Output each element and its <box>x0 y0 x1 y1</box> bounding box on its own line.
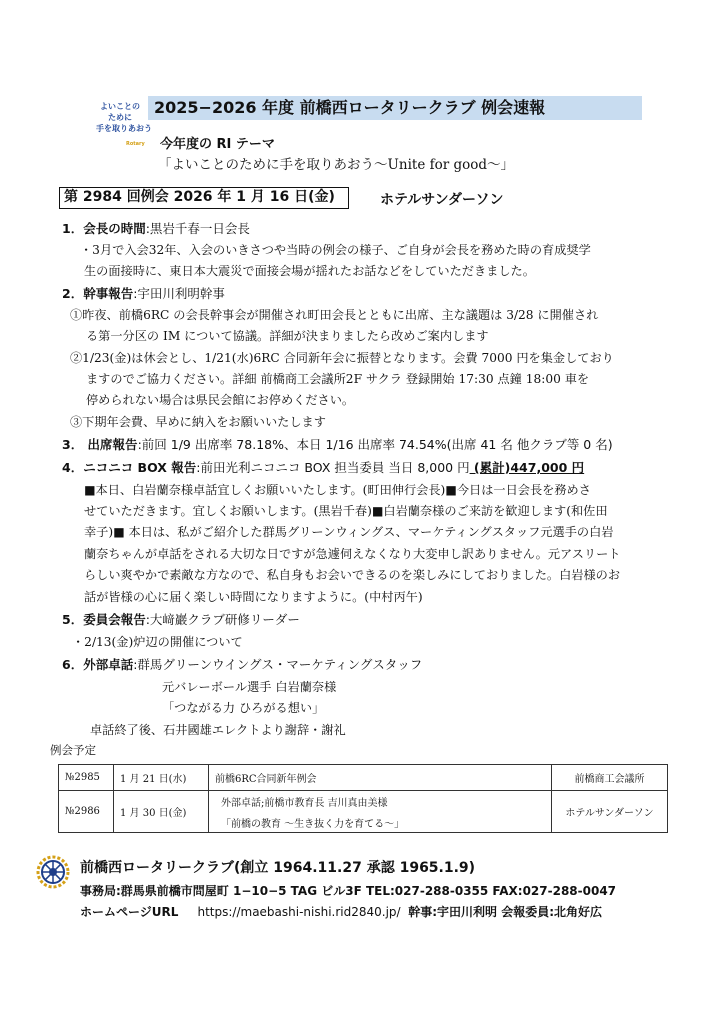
section-2-detail: :宇田川利明幹事 <box>133 286 225 301</box>
section-4-line-4: 蘭奈ちゃんが卓話をされる大切な日ですが急遽伺えなくなり大変申し訳ありません。元アスリート <box>84 547 621 561</box>
section-4-line-2: せていただきます。宜しくお願いします。(黒岩千春)■白岩蘭奈様のご来訪を歓迎します(和佐田 <box>84 504 608 518</box>
nikoniko-total: (累計)447,000 円 <box>469 460 585 475</box>
section-2-title: 2．幹事報告 <box>62 286 134 301</box>
schedule-content-line-1: 外部卓話;前橋市教育長 吉川真由美様 <box>221 797 388 809</box>
schedule-label: 例会予定 <box>50 743 96 757</box>
footer-info <box>80 903 602 920</box>
meeting-title: 第 2984 回例会 2026 年 1 月 16 日(金) <box>59 187 349 209</box>
table-row <box>59 791 668 833</box>
schedule-content <box>209 765 552 791</box>
section-3-title: 3． 出席報告 <box>62 437 138 452</box>
section-6-detail: :群馬グリーンウイングス・マーケティングスタッフ <box>133 657 423 672</box>
section-4-detail: :前田光利ニコニコ BOX 担当委員 当日 8,000 円 <box>196 460 470 475</box>
section-1-line-2: 生の面接時に、東日本大震災で面接会場が揺れたお話などをしていただきました。 <box>84 264 535 278</box>
homepage-label: ホームページURL <box>80 905 179 919</box>
schedule-content-line-2: 「前橋の教育 ～生き抜く力を育てる～」 <box>221 818 405 830</box>
theme-text: 「よいことのために手を取りあおう～Unite for good～」 <box>158 157 515 173</box>
section-4-title: 4．ニコニコ BOX 報告 <box>62 460 197 475</box>
table-row <box>59 765 668 791</box>
section-1-detail: :黒岩千春一日会長 <box>145 221 250 236</box>
section-2-line-3: ②1/23(金)は休会とし、1/21(水)6RC 合同新年会に振替となります。会費 7000 円を集金しており <box>70 351 614 365</box>
schedule-no: №2986 <box>59 791 114 833</box>
section-4-heading <box>62 459 584 477</box>
rotary-wheel-icon <box>36 855 70 889</box>
section-2-heading <box>62 285 225 303</box>
logo-text-3: 手を取りあおう <box>96 124 152 133</box>
section-6-heading <box>62 656 422 674</box>
section-6-line-1: 元バレーボール選手 白岩蘭奈様 <box>162 680 337 694</box>
schedule-place: ホテルサンダーソン <box>552 791 668 833</box>
section-6-line-2: 「つながる力 ひろがる想い」 <box>162 701 325 715</box>
section-6-line-3: 卓話終了後、石井國雄エレクトより謝辞・謝礼 <box>90 723 346 737</box>
schedule-date: 1 月 21 日(水) <box>114 765 209 791</box>
section-1-line-1: ・3月で入会32年、入会のいきさつや当時の例会の様子、ご自身が会長を務めた時の育成奨学 <box>80 243 591 257</box>
homepage-link[interactable]: https://maebashi-nishi.rid2840.jp/ <box>197 905 401 919</box>
theme-logo <box>96 95 152 159</box>
logo-text-2: ために <box>108 113 132 122</box>
page-title: 2025−2026 年度 前橋西ロータリークラブ 例会速報 <box>148 96 642 120</box>
section-5-detail: :大﨑巖クラブ研修リーダー <box>145 612 300 627</box>
club-name: 前橋西ロータリークラブ(創立 1964.11.27 承認 1965.1.9) <box>80 860 476 876</box>
schedule-no: №2985 <box>59 765 114 791</box>
schedule-date: 1 月 30 日(金) <box>114 791 209 833</box>
section-4-line-3: 幸子)■ 本日は、私がご紹介した群馬グリーンウィングス、マーケティングスタッフ元選手の白岩 <box>84 525 614 539</box>
section-2-line-6: ③下期年会費、早めに納入をお願いいたします <box>70 415 326 429</box>
section-4-line-5: らしい爽やかで素敵な方なので、私自身もお会いできるのを楽しみにしておりました。白岩様のお <box>84 568 621 582</box>
section-4-line-1: ■本日、白岩蘭奈様卓話宜しくお願いいたします。(町田伸行会長)■今日は一日会長を務めさ <box>84 483 591 497</box>
schedule-content-line-1: 前橋6RC合同新年例会 <box>215 774 317 785</box>
section-5-heading <box>62 611 300 629</box>
section-3-detail: :前回 1/9 出席率 78.18%、本日 1/16 出席率 74.54%(出席 41 名 他クラブ等 0 名) <box>137 437 613 452</box>
section-1-title: 1．会長の時間 <box>62 221 146 236</box>
office-address: 事務局:群馬県前橋市問屋町 1−10−5 TAG ビル3F TEL:027-288-0355 FAX:027-288-0047 <box>80 884 617 898</box>
section-3-heading <box>62 436 613 454</box>
section-5-line-1: ・2/13(金)炉辺の開催について <box>72 635 243 649</box>
schedule-place: 前橋商工会議所 <box>552 765 668 791</box>
logo-small-text: Rotary <box>126 141 145 147</box>
section-1-heading <box>62 220 250 238</box>
section-2-line-1: ①昨夜、前橋6RC の会長幹事会が開催され町田会長とともに出席、主な議題は 3/28 に開催され <box>70 308 599 322</box>
logo-text-1: よいことの <box>100 102 140 111</box>
schedule-content <box>209 791 552 833</box>
section-5-title: 5．委員会報告 <box>62 612 146 627</box>
section-2-line-5: 停められない場合は県民会館にお停めください。 <box>86 393 355 407</box>
section-2-line-2: る第一分区の IM について協議。詳細が決まりましたら改めご案内します <box>86 329 489 343</box>
theme-label: 今年度の RI テーマ <box>160 137 275 152</box>
meeting-venue: ホテルサンダーソン <box>380 192 504 208</box>
section-6-title: 6．外部卓話 <box>62 657 134 672</box>
section-4-line-6: 話が皆様の心に届く楽しい時間になりますように。(中村丙午) <box>84 590 423 604</box>
section-2-line-4: ますのでご協力ください。詳細 前橋商工会議所2F サクラ 登録開始 17:30 点鐘 18:00 車を <box>86 372 590 386</box>
secretary-info: 幹事:宇田川利明 会報委員:北角好広 <box>408 905 603 919</box>
schedule-table <box>58 764 668 833</box>
